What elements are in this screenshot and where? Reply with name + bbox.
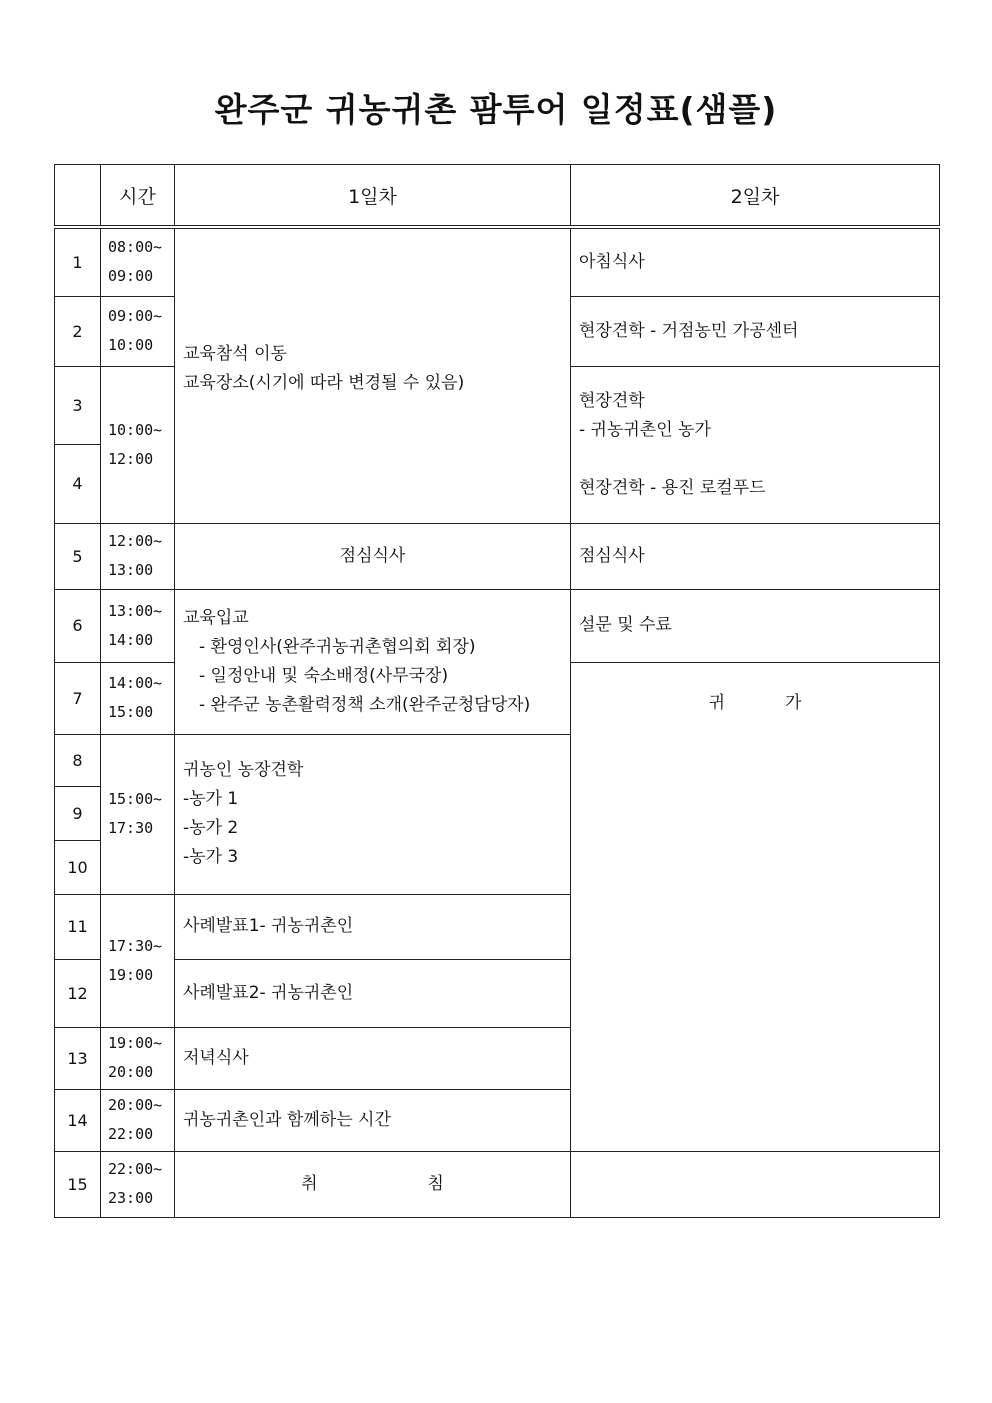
day1-farm-cell bbox=[175, 734, 571, 894]
row-number: 11 bbox=[55, 894, 101, 959]
row-number: 14 bbox=[55, 1089, 101, 1151]
row-number: 12 bbox=[55, 959, 101, 1027]
day2-visit1: 현장견학 - 거점농민 가공센터 bbox=[571, 296, 940, 366]
day2-visit-cell bbox=[571, 366, 940, 523]
time-end: 09:00 bbox=[108, 267, 154, 286]
row-number: 4 bbox=[55, 444, 101, 523]
schedule-table bbox=[54, 164, 940, 1218]
day1-farm-tour: 귀농인 농장견학 bbox=[183, 760, 304, 780]
day2-breakfast: 아침식사 bbox=[571, 227, 940, 296]
day1-farm-item: -농가 1 bbox=[183, 789, 239, 809]
time-cell bbox=[101, 1027, 175, 1089]
time-end: 20:00 bbox=[108, 1063, 154, 1081]
header-day2: 2일차 bbox=[571, 165, 940, 228]
day1-lunch: 점심식사 bbox=[175, 523, 571, 589]
time-start: 17:30~ bbox=[108, 936, 163, 955]
row-number: 9 bbox=[55, 786, 101, 840]
time-start: 13:00~ bbox=[108, 601, 163, 620]
time-end: 17:30 bbox=[108, 819, 154, 837]
time-start: 20:00~ bbox=[108, 1096, 163, 1114]
row-number: 6 bbox=[55, 589, 101, 662]
day2-return bbox=[709, 693, 802, 713]
day1-case2: 사례발표2- 귀농귀촌인 bbox=[175, 959, 571, 1027]
time-cell bbox=[101, 1089, 175, 1151]
time-start: 14:00~ bbox=[108, 674, 163, 692]
day2-return-cell bbox=[571, 662, 940, 1151]
row-number: 15 bbox=[55, 1151, 101, 1217]
table-row bbox=[55, 227, 940, 296]
day1-sleep bbox=[175, 1151, 571, 1217]
time-end: 13:00 bbox=[108, 561, 154, 579]
time-start: 15:00~ bbox=[108, 790, 163, 808]
day1-evening: 귀농귀촌인과 함께하는 시간 bbox=[175, 1089, 571, 1151]
row-number: 3 bbox=[55, 366, 101, 444]
time-cell bbox=[101, 589, 175, 662]
spacer bbox=[579, 445, 939, 474]
day1-entrance: 교육입교 bbox=[183, 607, 249, 628]
page-title: 완주군 귀농귀촌 팜투어 일정표(샘플) bbox=[214, 90, 778, 129]
time-cell bbox=[101, 227, 175, 296]
day1-case1: 사례발표1- 귀농귀촌인 bbox=[175, 894, 571, 959]
row-number: 2 bbox=[55, 296, 101, 366]
day1-move-line2: 교육장소(시기에 따라 변경될 수 있음) bbox=[183, 372, 465, 393]
time-end: 12:00 bbox=[108, 449, 154, 468]
header-blank bbox=[55, 165, 101, 228]
table-row bbox=[55, 1151, 940, 1217]
time-start: 08:00~ bbox=[108, 238, 163, 257]
time-cell bbox=[101, 894, 175, 1027]
row-number: 7 bbox=[55, 662, 101, 734]
header-row bbox=[55, 165, 940, 228]
time-cell bbox=[101, 366, 175, 523]
day2-last bbox=[571, 1151, 940, 1217]
day2-survey: 설문 및 수료 bbox=[571, 589, 940, 662]
time-end: 10:00 bbox=[108, 336, 154, 354]
time-cell bbox=[101, 662, 175, 734]
day1-farm-item: -농가 3 bbox=[183, 847, 239, 867]
time-start: 19:00~ bbox=[108, 1034, 163, 1052]
time-cell bbox=[101, 1151, 175, 1217]
day1-farm-item: -농가 2 bbox=[183, 818, 239, 838]
time-start: 12:00~ bbox=[108, 532, 163, 550]
day1-sleep-text bbox=[301, 1174, 444, 1194]
day1-sleep-a: 취 bbox=[301, 1173, 318, 1194]
day2-return-b: 가 bbox=[785, 692, 802, 713]
time-end: 22:00 bbox=[108, 1125, 154, 1143]
table-row bbox=[55, 523, 940, 589]
time-cell bbox=[101, 296, 175, 366]
row-number: 10 bbox=[55, 840, 101, 894]
row-number: 13 bbox=[55, 1027, 101, 1089]
time-end: 23:00 bbox=[108, 1189, 154, 1207]
row-number: 8 bbox=[55, 734, 101, 786]
day2-visit2-sub: - 귀농귀촌인 농가 bbox=[579, 419, 711, 440]
day2-visit2: 현장견학 bbox=[579, 390, 645, 411]
day2-return-a: 귀 bbox=[708, 692, 725, 713]
time-start: 09:00~ bbox=[108, 307, 163, 325]
day1-entrance-cell bbox=[175, 589, 571, 734]
header-day1: 1일차 bbox=[175, 165, 571, 228]
day1-entrance-item: - 완주군 농촌활력정책 소개(완주군청담당자) bbox=[199, 694, 531, 715]
row-number: 1 bbox=[55, 227, 101, 296]
time-cell bbox=[101, 734, 175, 894]
time-start: 10:00~ bbox=[108, 420, 163, 439]
day1-move-cell bbox=[175, 227, 571, 523]
table-row bbox=[55, 589, 940, 662]
day2-lunch: 점심식사 bbox=[571, 523, 940, 589]
day1-sleep-b: 침 bbox=[427, 1173, 444, 1194]
day1-entrance-item: - 일정안내 및 숙소배정(사무국장) bbox=[199, 665, 449, 686]
day1-entrance-item: - 환영인사(완주귀농귀촌협의회 회장) bbox=[199, 636, 476, 657]
time-end: 15:00 bbox=[108, 703, 154, 721]
row-number: 5 bbox=[55, 523, 101, 589]
time-start: 22:00~ bbox=[108, 1160, 163, 1178]
day1-dinner: 저녁식사 bbox=[175, 1027, 571, 1089]
time-end: 14:00 bbox=[108, 630, 154, 649]
day1-move-line1: 교육참석 이동 bbox=[183, 343, 287, 364]
header-time: 시간 bbox=[101, 165, 175, 228]
time-cell bbox=[101, 523, 175, 589]
time-end: 19:00 bbox=[108, 965, 154, 984]
day2-visit3: 현장견학 - 용진 로컬푸드 bbox=[579, 477, 766, 498]
